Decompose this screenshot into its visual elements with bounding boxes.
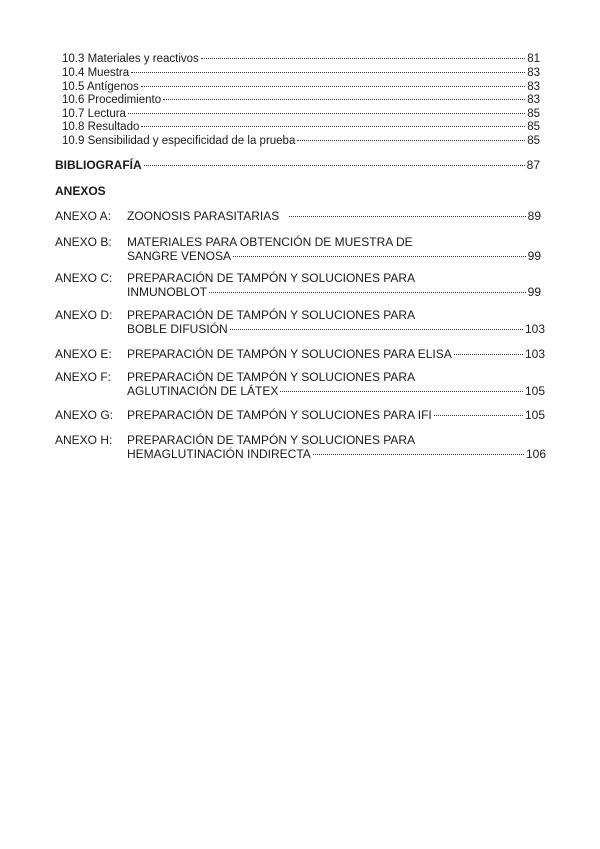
annex-title-line: HEMAGLUTINACIÓN INDIRECTA xyxy=(127,447,311,461)
annex-entry xyxy=(55,433,546,461)
annex-entry xyxy=(55,308,545,336)
toc-entry-page: 87 xyxy=(526,158,540,172)
leader-dots xyxy=(280,391,523,392)
annex-title-line: PREPARACIÓN DE TAMPÓN Y SOLUCIONES PARA ELISA xyxy=(127,347,452,361)
annex-entry xyxy=(55,408,545,422)
annex-prefix: ANEXO D: xyxy=(55,308,113,322)
toc-entry-label: 10.5 Antígenos xyxy=(62,81,139,93)
annex-page: 103 xyxy=(524,322,545,336)
toc-entry-label: BIBLIOGRAFÍA xyxy=(55,158,142,172)
toc-entry xyxy=(62,53,540,66)
leader-dots xyxy=(454,354,523,355)
leader-dots xyxy=(289,216,525,217)
toc-entry-label: 10.7 Lectura xyxy=(62,108,126,120)
annex-page: 106 xyxy=(525,447,546,461)
toc-entry-page: 85 xyxy=(527,135,540,147)
annex-prefix: ANEXO A: xyxy=(55,209,112,223)
toc-entry-page: 85 xyxy=(527,108,540,120)
leader-dots xyxy=(313,454,524,455)
toc-entry-label: 10.6 Procedimiento xyxy=(62,94,162,106)
annex-page: 105 xyxy=(524,408,545,422)
annex-prefix: ANEXO B: xyxy=(55,235,112,249)
annex-title-line: MATERIALES PARA OBTENCIÓN DE MUESTRA DE xyxy=(127,235,413,249)
toc-entry xyxy=(62,94,540,107)
leader-dots xyxy=(144,165,525,166)
leader-dots xyxy=(128,113,525,114)
toc-entry-page: 83 xyxy=(527,81,540,93)
annex-title-line: PREPARACIÓN DE TAMPÓN Y SOLUCIONES PARA xyxy=(127,271,416,285)
toc-entry-page: 83 xyxy=(527,67,540,79)
toc-entry xyxy=(62,135,540,148)
annex-title-line: PREPARACIÓN DE TAMPÓN Y SOLUCIONES PARA xyxy=(127,308,416,322)
annex-title-line: AGLUTINACIÓN DE LÁTEX xyxy=(127,384,279,398)
toc-entry-label: 10.3 Materiales y reactivos xyxy=(62,53,199,65)
toc-entry-label: 10.4 Muestra xyxy=(62,67,130,79)
toc-entry xyxy=(62,108,540,121)
leader-dots xyxy=(434,415,523,416)
section-heading-anexos: ANEXOS xyxy=(55,184,106,198)
leader-dots xyxy=(201,58,525,59)
annex-title-line: PREPARACIÓN DE TAMPÓN Y SOLUCIONES PARA xyxy=(127,370,416,384)
annex-title-line: BOBLE DIFUSIÓN xyxy=(127,322,228,336)
annex-title-line: INMUNOBLOT xyxy=(127,285,208,299)
toc-entry xyxy=(62,67,540,80)
toc-entry xyxy=(62,121,540,134)
toc-entry-page: 81 xyxy=(527,53,540,65)
annex-entry xyxy=(55,271,541,299)
toc-entry-label: 10.8 Resultado xyxy=(62,121,140,133)
toc-entry-bibliografia xyxy=(55,159,540,172)
toc-entry-page: 85 xyxy=(527,121,540,133)
leader-dots xyxy=(141,126,525,127)
leader-dots xyxy=(163,99,525,100)
leader-dots xyxy=(141,86,525,87)
leader-dots xyxy=(209,292,526,293)
annex-entry xyxy=(55,347,545,361)
leader-dots xyxy=(297,140,525,141)
annex-prefix: ANEXO C: xyxy=(55,271,113,285)
annex-entry xyxy=(55,209,541,223)
annex-title-line: ZOONOSIS PARASITARIAS xyxy=(127,209,280,223)
annex-page: 99 xyxy=(527,249,541,263)
annex-entry xyxy=(55,235,541,263)
annex-page: 103 xyxy=(524,347,545,361)
annex-prefix: ANEXO G: xyxy=(55,408,114,422)
annex-prefix: ANEXO F: xyxy=(55,370,112,384)
leader-dots xyxy=(230,329,523,330)
toc-entry-page: 83 xyxy=(527,94,540,106)
annex-entry xyxy=(55,370,545,398)
leader-dots xyxy=(233,256,526,257)
annex-page: 105 xyxy=(524,384,545,398)
annex-page: 99 xyxy=(527,285,541,299)
annex-title-line: SANGRE VENOSA xyxy=(127,249,232,263)
annex-title-line: PREPARACIÓN DE TAMPÓN Y SOLUCIONES PARA IFI xyxy=(127,408,432,422)
toc-entry-label: 10.9 Sensibilidad y especificidad de la prueba xyxy=(62,135,296,147)
toc-entry xyxy=(62,81,540,94)
annex-prefix: ANEXO H: xyxy=(55,433,113,447)
annex-prefix: ANEXO E: xyxy=(55,347,112,361)
annex-title-line: PREPARACIÓN DE TAMPÓN Y SOLUCIONES PARA xyxy=(127,433,416,447)
annex-page: 89 xyxy=(527,209,541,223)
leader-dots xyxy=(131,72,525,73)
